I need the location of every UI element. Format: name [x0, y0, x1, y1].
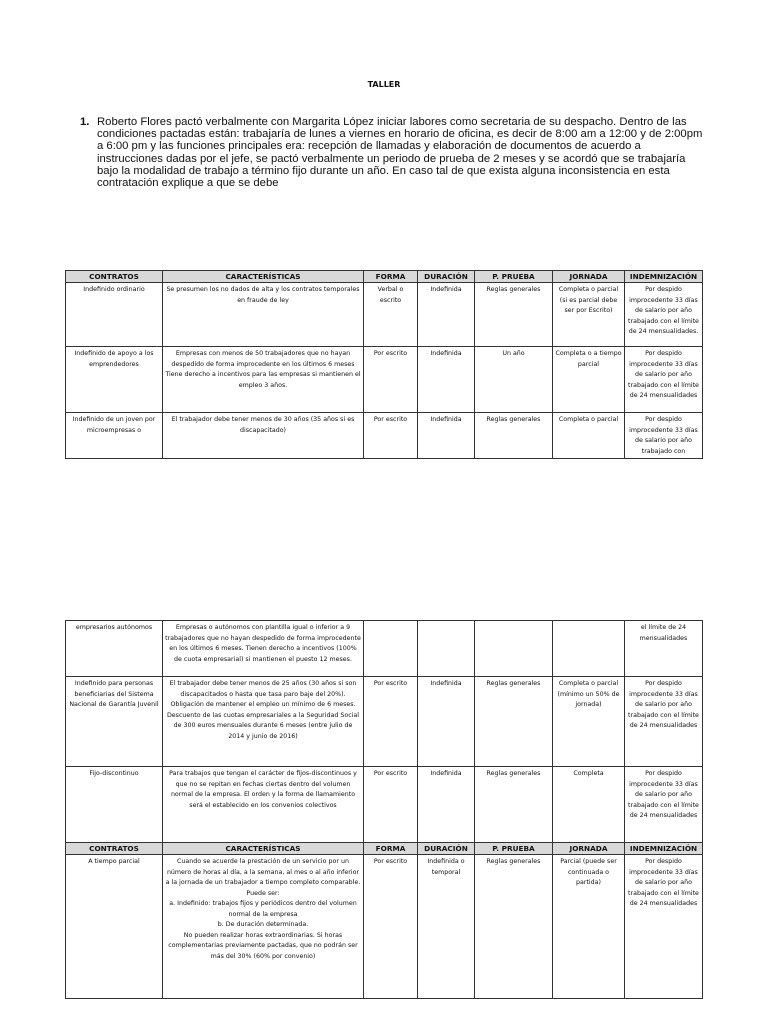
- cell-indemnizacion: Por despido improcedente 33 días de salario por año trabajado con el límite de 24 mensualidades: [625, 677, 703, 767]
- header-forma: FORMA: [364, 843, 418, 855]
- table-row: [66, 677, 703, 767]
- header-duracion: DURACIÓN: [418, 271, 475, 283]
- cell-caracteristicas: El trabajador debe tener menos de 25 años (30 años si son discapacitados o hasta que tasa paro baje del 20%). Obligación de mantener el empleo un mínimo de 6 meses. Descuento de las cuotas empresariales a la Seguridad Social de 300 euros mensuales durante 6 meses (entre julio de 2014 y junio de 2016): [163, 677, 364, 767]
- parcial-intro: Cuando se acuerde la prestación de un servicio por un número de horas al día, a la semana, al mes o al año inferior a la jornada de un trabajador a tiempo completo comparable.: [165, 858, 361, 886]
- parcial-outro: No pueden realizar horas extraordinarias. Si horas complementarias previamente pactadas, que no podrán ser más del 30% (60% por convenio): [168, 931, 358, 960]
- table-row: [66, 767, 703, 843]
- cell-forma: [364, 621, 418, 677]
- cell-prueba: Reglas generales: [475, 677, 553, 767]
- cell-forma: Por escrito: [364, 767, 418, 843]
- header-prueba: P. PRUEBA: [475, 843, 553, 855]
- cell-caracteristicas: [163, 855, 364, 999]
- table-row: [66, 347, 703, 413]
- cell-caracteristicas: Empresas o autónomos con plantilla igual o inferior a 9 trabajadores que no hayan despedido de forma improcedente en los últimos 6 meses. Tienen derecho a incentivos (100% de cuota empresarial) si mantienen el puesto 12 meses.: [163, 621, 364, 677]
- table-row: [66, 283, 703, 347]
- header-indemnizacion: INDEMNIZACIÓN: [625, 271, 703, 283]
- cell-caracteristicas: El trabajador debe tener menos de 30 años (35 años si es discapacitado): [163, 413, 364, 459]
- cell-indemnizacion: Por despido improcedente 33 días de salario por año trabajado con el límite de 24 mensualidades: [625, 855, 703, 999]
- cell-caracteristicas: Empresas con menos de 50 trabajadores que no hayan despedido de forma improcedente en los últimos 6 meses Tiene derecho a incentivos para las empresas si mantienen el empleo 3 años.: [163, 347, 364, 413]
- header-jornada: JORNADA: [553, 271, 625, 283]
- cell-jornada: [553, 621, 625, 677]
- header-contratos: CONTRATOS: [66, 271, 163, 283]
- header-caracteristicas: CARACTERÍSTICAS: [163, 271, 364, 283]
- cell-prueba: Reglas generales: [475, 767, 553, 843]
- table-header-row: [66, 271, 703, 283]
- cell-prueba: Reglas generales: [475, 855, 553, 999]
- cell-prueba: [475, 621, 553, 677]
- cell-forma: Por escrito: [364, 855, 418, 999]
- cell-duracion: [418, 621, 475, 677]
- contracts-table-2: [65, 620, 703, 999]
- table-row: [66, 621, 703, 677]
- question-text: Roberto Flores pactó verbalmente con Margarita López iniciar labores como secretaria de su despacho. Dentro de las condiciones pactadas están: trabajaría de lunes a viernes en horario de oficina, es decir de 8:00 am a 12:00 y de 2:00pm a 6:00 pm y las funciones principales era: recepción de llamadas y elaboración de documentos de acuerdo a instrucciones dadas por el jefe, se pactó verbalmente un periodo de prueba de 2 meses y se acordó que se trabajaría bajo la modalidad de trabajo a término fijo durante un año. En caso tal de que exista alguna inconsistencia en esta contratación explique a que se debe: [97, 116, 703, 190]
- cell-prueba: Reglas generales: [475, 413, 553, 459]
- header-caracteristicas: CARACTERÍSTICAS: [163, 843, 364, 855]
- cell-prueba: Un año: [475, 347, 553, 413]
- header-prueba: P. PRUEBA: [475, 271, 553, 283]
- cell-duracion: Indefinida: [418, 677, 475, 767]
- table-row: [66, 413, 703, 459]
- cell-duracion: Indefinida: [418, 347, 475, 413]
- cell-duracion: Indefinida o temporal: [418, 855, 475, 999]
- cell-forma: Por escrito: [364, 677, 418, 767]
- table-header-row: [66, 843, 703, 855]
- cell-jornada: Completa o a tiempo parcial: [553, 347, 625, 413]
- cell-duracion: Indefinida: [418, 767, 475, 843]
- contracts-table-1: [65, 270, 703, 459]
- cell-duracion: Indefinida: [418, 283, 475, 347]
- cell-indemnizacion: Por despido improcedente 33 días de salario por año trabajado con el límite de 24 mensualidades: [625, 767, 703, 843]
- cell-caracteristicas: Se presumen los no dados de alta y los contratos temporales en fraude de ley: [163, 283, 364, 347]
- cell-jornada: Completa o parcial (si es parcial debe ser por Escrito): [553, 283, 625, 347]
- cell-contrato: Indefinido ordinario: [66, 283, 163, 347]
- header-jornada: JORNADA: [553, 843, 625, 855]
- cell-indemnizacion: Por despido improcedente 33 días de salario por año trabajado con: [625, 413, 703, 459]
- cell-caracteristicas: Para trabajos que tengan el carácter de fijos-discontinuos y que no se repitan en fechas ciertas dentro del volumen normal de la empresa. El orden y la forma de llamamiento será el establecido en los convenios colectivos: [163, 767, 364, 843]
- cell-jornada: Completa o parcial: [553, 413, 625, 459]
- cell-jornada: Completa: [553, 767, 625, 843]
- cell-contrato: Fijo-discontinuo: [66, 767, 163, 843]
- cell-indemnizacion: Por despido improcedente 33 días de salario por año trabajado con el límite de 24 mensualidades: [625, 347, 703, 413]
- cell-prueba: Reglas generales: [475, 283, 553, 347]
- cell-indemnizacion: el límite de 24 mensualidades: [625, 621, 703, 677]
- cell-contrato: Indefinido de apoyo a los emprendedores: [66, 347, 163, 413]
- cell-forma: Por escrito: [364, 413, 418, 459]
- cell-forma: Por escrito: [364, 347, 418, 413]
- cell-jornada: Parcial (puede ser continuada o partida): [553, 855, 625, 999]
- cell-contrato: empresarios autónomos: [66, 621, 163, 677]
- cell-contrato: Indefinido para personas beneficiarias del Sistema Nacional de Garantía Juvenil: [66, 677, 163, 767]
- cell-indemnizacion: Por despido improcedente 33 días de salario por año trabajado con el límite de 24 mensualidades.: [625, 283, 703, 347]
- header-indemnizacion: INDEMNIZACIÓN: [625, 843, 703, 855]
- cell-jornada: Completa o parcial (mínimo un 50% de jornada): [553, 677, 625, 767]
- parcial-item-b: b. De duración determinada.: [217, 921, 309, 928]
- cell-contrato: Indefinido de un joven por microempresas o: [66, 413, 163, 459]
- question-1: [80, 116, 706, 189]
- header-duracion: DURACIÓN: [418, 843, 475, 855]
- header-contratos: CONTRATOS: [66, 843, 163, 855]
- parcial-item-a: a. Indefinido: trabajos fijos y periódicos dentro del volumen normal de la empresa: [169, 900, 357, 918]
- cell-contrato: A tiempo parcial: [66, 855, 163, 999]
- question-number: 1.: [80, 116, 90, 128]
- table-row: [66, 855, 703, 999]
- cell-duracion: Indefinida: [418, 413, 475, 459]
- cell-forma: Verbal o escrito: [364, 283, 418, 347]
- parcial-puede-ser: Puede ser:: [246, 889, 280, 897]
- page-title: TALLER: [367, 80, 401, 89]
- header-forma: FORMA: [364, 271, 418, 283]
